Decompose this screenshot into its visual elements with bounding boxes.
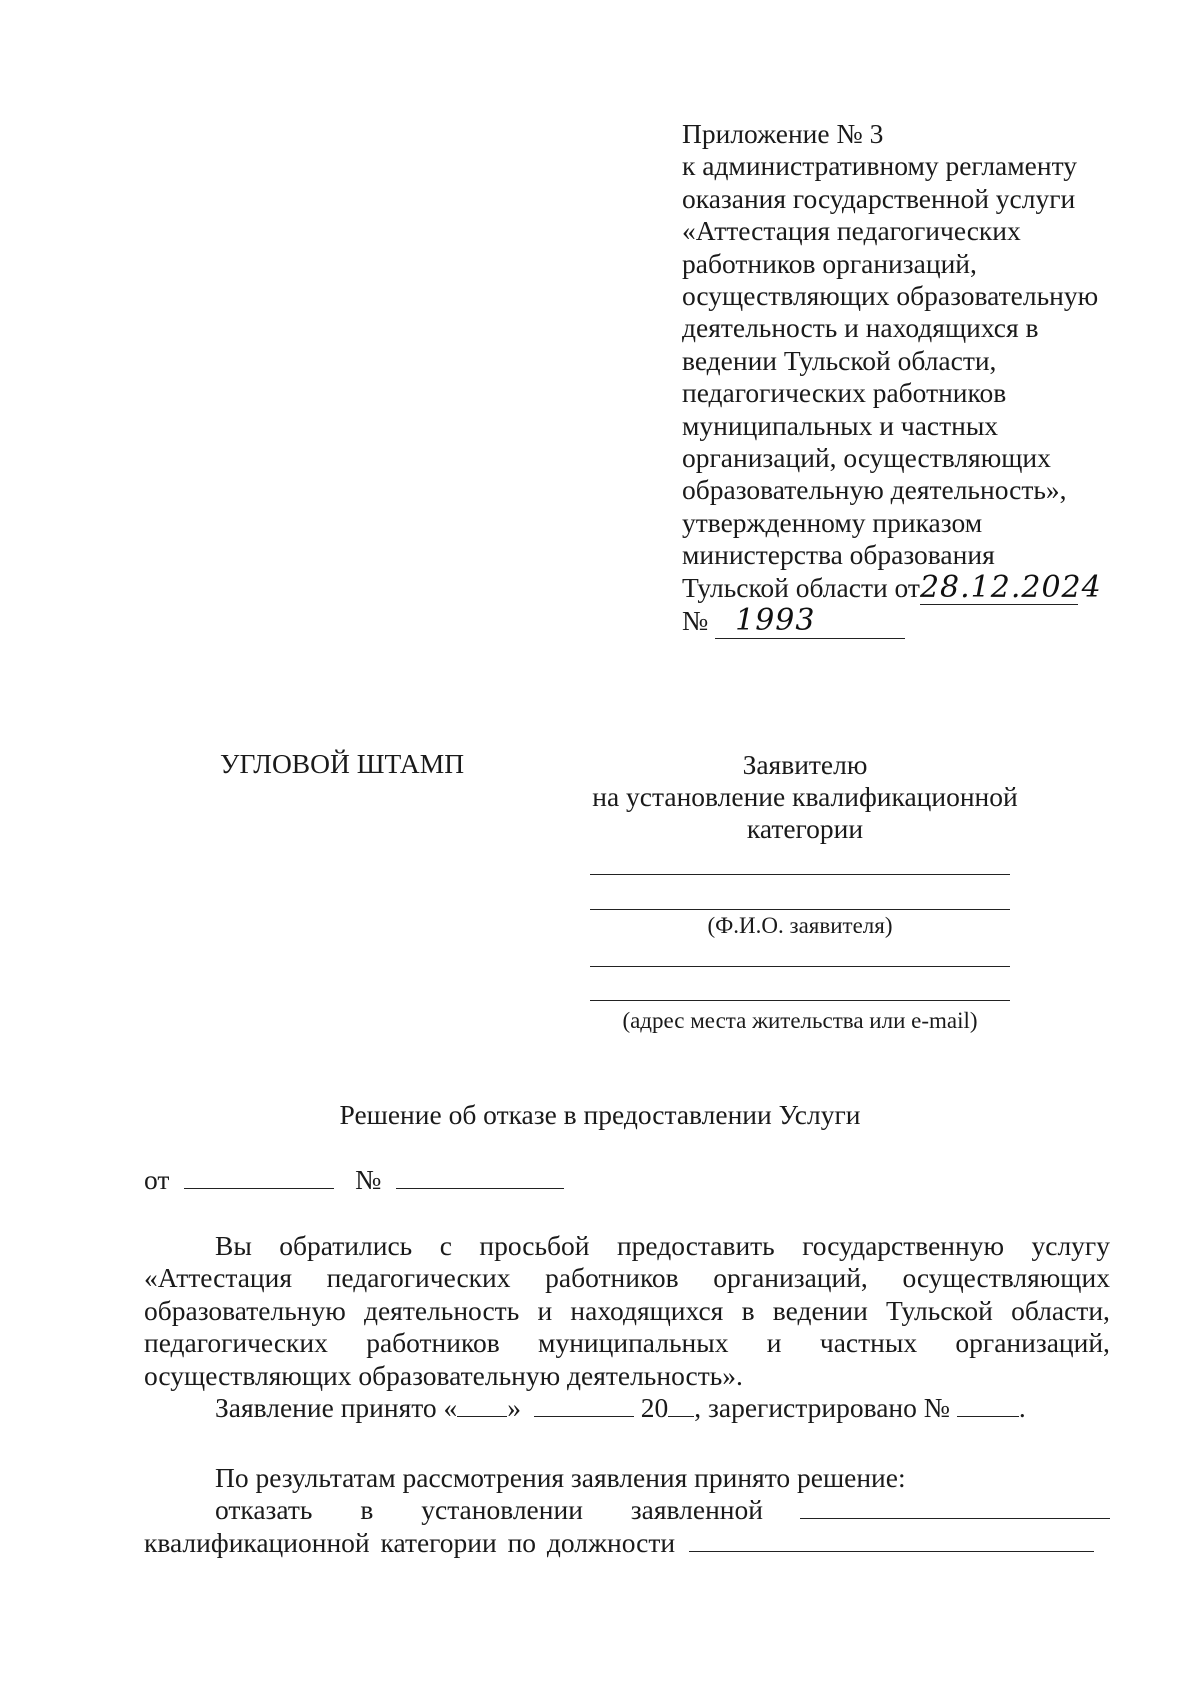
registration-number-blank bbox=[957, 1394, 1019, 1417]
order-date-line bbox=[682, 569, 1142, 605]
accepted-prefix: Заявление принято « bbox=[215, 1392, 458, 1424]
word: «Аттестация bbox=[144, 1262, 293, 1294]
word: просьбой bbox=[479, 1230, 590, 1261]
word: области, bbox=[1011, 1294, 1110, 1326]
close-quote: » bbox=[507, 1392, 522, 1424]
word: работников bbox=[366, 1327, 500, 1359]
qualification-label: квалификационной категории по должности bbox=[144, 1526, 676, 1558]
word: работников bbox=[545, 1262, 679, 1294]
word: деятельность bbox=[363, 1294, 520, 1326]
appendix-line: педагогических работников bbox=[682, 377, 1007, 409]
word: организаций, bbox=[713, 1262, 868, 1294]
word: Вы bbox=[215, 1230, 252, 1261]
results-line: По результатам рассмотрения заявления принято решение: bbox=[215, 1462, 906, 1493]
address-blank-line bbox=[590, 1000, 1010, 1001]
decision-paragraph bbox=[144, 1462, 1110, 1559]
word: с bbox=[439, 1230, 452, 1261]
addressee-line: на установление квалификационной bbox=[592, 781, 1018, 812]
appendix-line: к административному регламенту bbox=[682, 150, 1077, 182]
application-accepted-line bbox=[144, 1392, 1110, 1424]
decision-title: Решение об отказе в предоставлении Услуги bbox=[339, 1099, 861, 1130]
addressee-line: категории bbox=[746, 813, 864, 844]
appendix-line: Приложение № 3 bbox=[682, 118, 884, 149]
appendix-line: образовательную деятельность», bbox=[682, 474, 1067, 506]
qualification-line bbox=[144, 1527, 1110, 1559]
addressee-block bbox=[570, 749, 1040, 845]
order-date-handwritten: 28.12.2024 bbox=[919, 569, 1102, 605]
word: установлении bbox=[421, 1494, 583, 1526]
word: и bbox=[766, 1327, 782, 1359]
fio-caption: (Ф.И.О. заявителя) bbox=[707, 913, 893, 938]
address-caption: (адрес места жительства или e-mail) bbox=[622, 1008, 978, 1033]
paragraph-line bbox=[144, 1262, 1110, 1294]
word: и bbox=[537, 1294, 553, 1326]
word: услугу bbox=[1031, 1230, 1110, 1261]
category-blank bbox=[800, 1496, 1110, 1519]
order-number-handwritten: 1993 bbox=[715, 605, 905, 638]
refuse-words bbox=[215, 1494, 763, 1526]
paragraph-line bbox=[144, 1295, 1110, 1327]
word: отказать bbox=[215, 1494, 313, 1526]
word: заявленной bbox=[630, 1494, 763, 1526]
appendix-line: муниципальных и частных bbox=[682, 409, 999, 441]
date-blank bbox=[184, 1187, 334, 1189]
appendix-line: ведении Тульской области, bbox=[682, 344, 997, 376]
appendix-line: оказания государственной услуги bbox=[682, 182, 1076, 214]
from-label: от bbox=[144, 1164, 170, 1195]
paragraph-line: осуществляющих образовательную деятельность». bbox=[144, 1359, 743, 1391]
word: ведении bbox=[772, 1294, 868, 1326]
year-prefix: 20 bbox=[640, 1392, 669, 1424]
number-label: № bbox=[355, 1164, 382, 1195]
fio-blank-line bbox=[590, 909, 1010, 910]
order-number-line bbox=[682, 605, 1142, 638]
word: муниципальных bbox=[538, 1327, 729, 1359]
word: педагогических bbox=[144, 1327, 328, 1359]
paragraph-line bbox=[144, 1230, 1110, 1262]
number-blank bbox=[396, 1187, 564, 1189]
day-blank bbox=[457, 1394, 507, 1417]
word: педагогических bbox=[326, 1262, 511, 1294]
appendix-line: «Аттестация педагогических bbox=[682, 215, 1021, 247]
word: обратились bbox=[279, 1230, 413, 1261]
word: в bbox=[360, 1494, 374, 1526]
word: Тульской bbox=[886, 1294, 993, 1326]
registered-label: , зарегистрировано № bbox=[694, 1392, 950, 1424]
order-number-prefix: № bbox=[682, 605, 709, 637]
period: . bbox=[1018, 1392, 1026, 1424]
refuse-line bbox=[144, 1494, 1110, 1526]
year-blank bbox=[668, 1394, 694, 1417]
word: находящихся bbox=[570, 1294, 724, 1326]
month-blank bbox=[534, 1394, 634, 1417]
appendix-line: деятельность и находящихся в bbox=[682, 312, 1039, 344]
appendix-header bbox=[682, 118, 1142, 639]
decision-date-number-row bbox=[144, 1164, 564, 1196]
word: организаций, bbox=[955, 1327, 1110, 1359]
word: предоставить bbox=[616, 1230, 775, 1261]
addressee-line: Заявителю bbox=[742, 749, 868, 780]
appendix-line: организаций, осуществляющих bbox=[682, 442, 1051, 474]
word: образовательную bbox=[144, 1294, 346, 1326]
appendix-line: осуществляющих образовательную bbox=[682, 280, 1099, 312]
appendix-line: министерства образования bbox=[682, 539, 995, 571]
appendix-line: утвержденному приказом bbox=[682, 506, 983, 538]
address-blank-line bbox=[590, 966, 1010, 967]
order-date-prefix: Тульской области от bbox=[682, 571, 920, 603]
appendix-line: работников организаций, bbox=[682, 247, 977, 279]
word: государственную bbox=[802, 1230, 1005, 1261]
fio-blank-line bbox=[590, 874, 1010, 875]
word: осуществляющих bbox=[902, 1262, 1110, 1294]
word: частных bbox=[819, 1327, 918, 1359]
paragraph-line bbox=[144, 1327, 1110, 1359]
corner-stamp-label: УГЛОВОЙ ШТАМП bbox=[220, 748, 465, 779]
appeal-paragraph bbox=[144, 1230, 1110, 1424]
word: в bbox=[741, 1294, 755, 1326]
position-blank bbox=[689, 1529, 1094, 1552]
